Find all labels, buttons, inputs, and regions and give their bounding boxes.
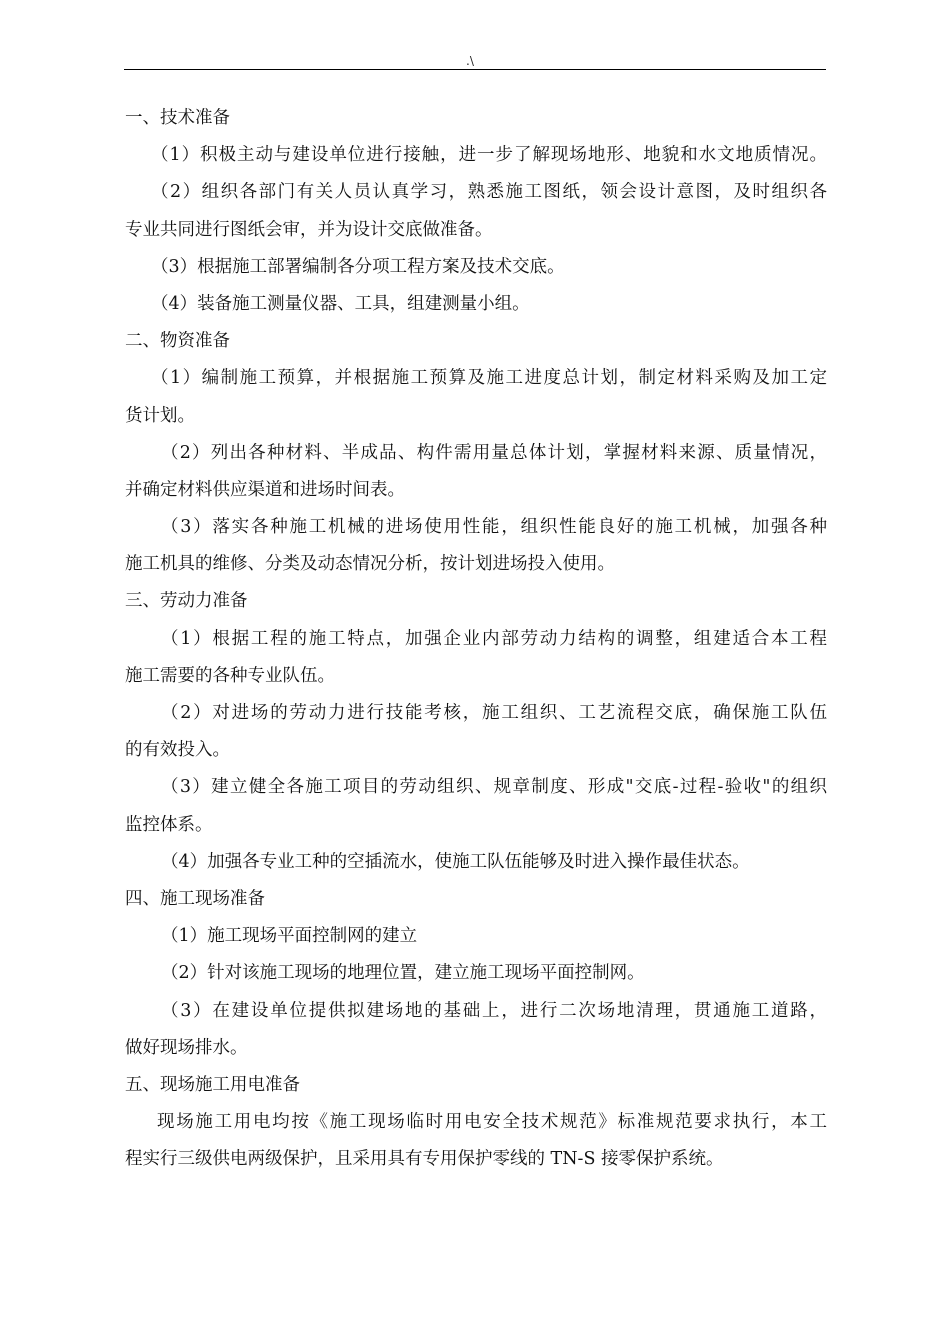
text-line: 的有效投入。 (125, 740, 230, 761)
text-line: 做好现场排水。 (125, 1037, 248, 1058)
text-line: 并确定材料供应渠道和进场时间表。 (125, 479, 405, 500)
text-line: （3）落实各种施工机械的进场使用性能，组织性能良好的施工机械，加强各种 (161, 517, 827, 538)
text-line: 货计划。 (125, 405, 195, 426)
text-line: （4）加强各专业工种的空插流水，使施工队伍能够及时进入操作最佳状态。 (161, 851, 750, 872)
header-rule (124, 69, 826, 70)
document-body (125, 100, 827, 1178)
text-line: 现场施工用电均按《施工现场临时用电安全技术规范》标准规范要求执行，本工 (157, 1112, 827, 1133)
text-line: （1）编制施工预算，并根据施工预算及施工进度总计划，制定材料采购及加工定 (151, 368, 827, 389)
text-line: 二、物资准备 (125, 331, 230, 352)
text-line: 施工机具的维修、分类及动态情况分析，按计划进场投入使用。 (125, 554, 615, 575)
text-line: （2）针对该施工现场的地理位置，建立施工现场平面控制网。 (161, 963, 645, 984)
text-line: 监控体系。 (125, 814, 213, 835)
text-line: （4）装备施工测量仪器、工具，组建测量小组。 (151, 293, 530, 314)
header-mark: .\ (466, 54, 474, 68)
text-line: （2）列出各种材料、半成品、构件需用量总体计划，掌握材料来源、质量情况， (161, 442, 827, 463)
text-line: （3）建立健全各施工项目的劳动组织、规章制度、形成"交底-过程-验收"的组织 (161, 777, 827, 798)
text-line: （3）在建设单位提供拟建场地的基础上，进行二次场地清理，贯通施工道路， (161, 1000, 827, 1021)
text-line: （2）组织各部门有关人员认真学习，熟悉施工图纸，领会设计意图，及时组织各 (151, 182, 827, 203)
text-line: 四、施工现场准备 (125, 888, 265, 909)
text-line: 专业共同进行图纸会审，并为设计交底做准备。 (125, 219, 493, 240)
text-line: （1）根据工程的施工特点，加强企业内部劳动力结构的调整，组建适合本工程 (161, 628, 827, 649)
text-line: 程实行三级供电两级保护，且采用具有专用保护零线的 TN-S 接零保护系统。 (125, 1149, 724, 1170)
text-line: 施工需要的各种专业队伍。 (125, 665, 335, 686)
text-line: （3）根据施工部署编制各分项工程方案及技术交底。 (151, 256, 565, 277)
text-line: （1）积极主动与建设单位进行接触，进一步了解现场地形、地貌和水文地质情况。 (151, 145, 827, 166)
text-line: 一、技术准备 (125, 108, 230, 128)
text-line: 三、劳动力准备 (125, 591, 248, 612)
text-line: 五、现场施工用电准备 (125, 1074, 300, 1095)
text-line: （1）施工现场平面控制网的建立 (161, 926, 418, 947)
text-line: （2）对进场的劳动力进行技能考核，施工组织、工艺流程交底，确保施工队伍 (161, 703, 827, 723)
